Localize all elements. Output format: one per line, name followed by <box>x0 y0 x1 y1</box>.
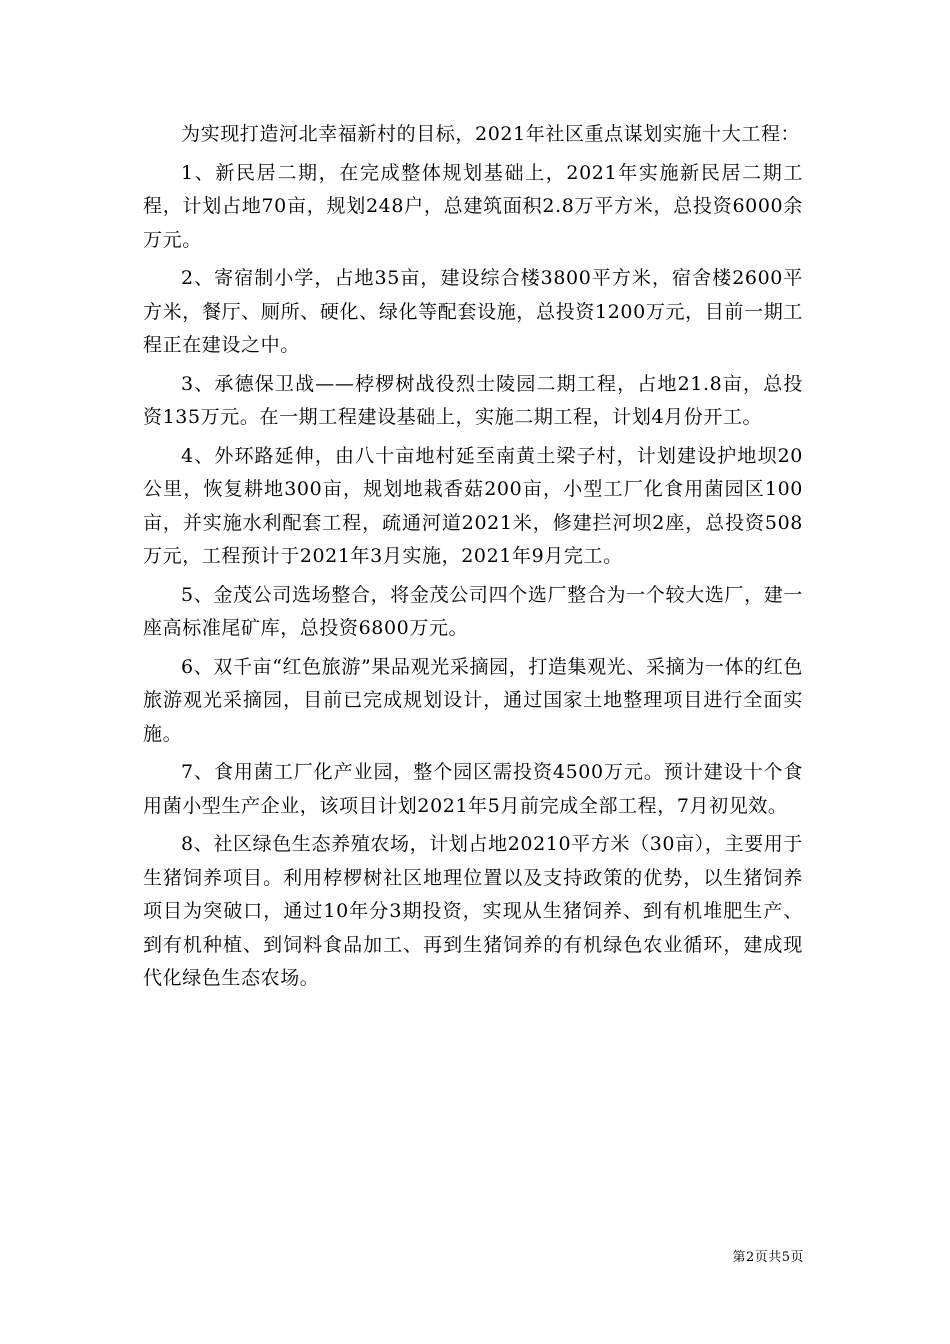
project-7-paragraph: 7、食用菌工厂化产业园，整个园区需投资4500万元。预计建设十个食用菌小型生产企业，该项目计划2021年5月前完成全部工程，7月初见效。 <box>143 761 803 817</box>
page-number: 第2页共5页 <box>732 1250 804 1265</box>
project-4-paragraph: 4、外环路延伸，由八十亩地村延至南黄土梁子村，计划建设护地坝20公里，恢复耕地300亩，规划地栽香菇200亩，小型工厂化食用菌园区100亩，并实施水利配套工程，疏通河道2021米，修建拦河坝2座，总投资508万元，工程预计于2021年3月实施，2021年9月完工。 <box>143 444 803 567</box>
project-8-paragraph: 8、社区绿色生态养殖农场，计划占地20210平方米（30亩），主要用于生猪饲养项目。利用桲椤树社区地理位置以及支持政策的优势，以生猪饲养项目为突破口，通过10年分3期投资，实现从生猪饲养、到有机堆肥生产、到有机种植、到饲料食品加工、再到生猪饲养的有机绿色农业循环，建成现代化绿色生态农场。 <box>143 833 803 989</box>
project-2-paragraph: 2、寄宿制小学，占地35亩，建设综合楼3800平方米，宿舍楼2600平方米，餐厅、厕所、硬化、绿化等配套设施，总投资1200万元，目前一期工程正在建设之中。 <box>143 267 803 356</box>
project-1-paragraph: 1、新民居二期，在完成整体规划基础上，2021年实施新民居二期工程，计划占地70亩，规划248户，总建筑面积2.8万平方米，总投资6000余万元。 <box>143 161 803 251</box>
project-5-paragraph: 5、金茂公司选场整合，将金茂公司四个选厂整合为一个较大选厂，建一座高标准尾矿库，总投资6800万元。 <box>143 583 803 639</box>
intro-paragraph: 为实现打造河北幸福新村的目标，2021年社区重点谋划实施十大工程： <box>181 123 801 145</box>
project-3-paragraph: 3、承德保卫战——桲椤树战役烈士陵园二期工程，占地21.8亩，总投资135万元。在一期工程建设基础上，实施二期工程，计划4月份开工。 <box>143 372 803 428</box>
document-body <box>143 118 803 1001</box>
project-6-paragraph: 6、双千亩“红色旅游”果品观光采摘园，打造集观光、采摘为一体的红色旅游观光采摘园，目前已完成规划设计，通过国家土地整理项目进行全面实施。 <box>143 655 803 745</box>
